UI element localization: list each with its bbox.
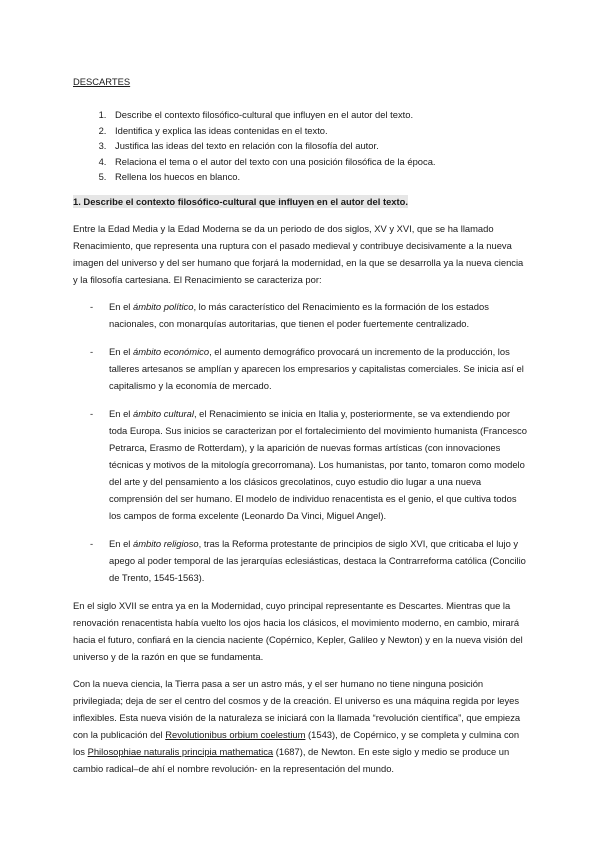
- dash-marker: -: [90, 345, 94, 357]
- item-lead: En el: [109, 300, 133, 312]
- item-term: ámbito cultural: [132, 407, 194, 419]
- list-item: [73, 405, 528, 524]
- dash-marker: -: [90, 537, 94, 549]
- question-item: 1. Describe el contexto filosófico-cultural que influyen en el autor del texto.: [109, 107, 528, 123]
- list-item: [73, 298, 528, 332]
- list-item: [73, 535, 528, 586]
- section-heading: 1. Describe el contexto filosófico-cultural que influyen en el autor del texto.: [73, 195, 408, 207]
- science-text-3: (1687), de Newton. En este siglo y medio se produce un cambio radical–de ahí el nombre revolución- en la representación del mundo.: [73, 745, 510, 774]
- item-text: , el aumento demográfico provocará un incremento de la producción, los talleres artesanos se amplían y aparecen los empresarios y capitalistas comerciales. Se inicia así el capitalismo y la economía de mercado.: [109, 345, 524, 391]
- question-item: 4. Relaciona el tema o el autor del texto con una posición filosófica de la época.: [109, 154, 528, 170]
- item-term: ámbito religioso: [132, 537, 199, 549]
- list-item: [73, 343, 528, 394]
- document-title: DESCARTES: [73, 76, 131, 87]
- book-title-revolutionibus: Revolutionibus orbium coelestium: [165, 728, 306, 740]
- item-text: , lo más característico del Renacimiento es la formación de los estados nacionales, con monarquías autoritarias, que tienen el poder fuertemente centralizado.: [109, 300, 489, 329]
- dash-marker: -: [90, 300, 94, 312]
- section-heading-wrap: [73, 193, 528, 210]
- document-body: [73, 73, 528, 787]
- item-lead: En el: [109, 537, 133, 549]
- question-item: 5. Rellena los huecos en blanco.: [109, 169, 528, 185]
- question-item: 3. Justifica las ideas del texto en relación con la filosofía del autor.: [109, 138, 528, 154]
- item-lead: En el: [109, 407, 133, 419]
- item-term: ámbito político: [132, 300, 194, 312]
- item-text: , el Renacimiento se inicia en Italia y, posteriormente, se va extendiendo por toda Europa. Sus inicios se caracterizan por el fortalecimiento del movimiento humanista (Francesco Petrarca, Erasmo de Rotterdam), y la aparición de nuevas formas artísticas (con innovaciones técnicas y motivos de la mitología grecorromana). Los humanistas, por tanto, tomaron como modelo del arte y del pensamiento a los clásicos grecolatinos, cuyo estudio dio lugar a una nueva comprensión del ser humano. El modelo de individuo renacentista es el genio, el que cultiva todos los campos de forma excelente (Leonardo Da Vinci, Miguel Angel).: [109, 407, 527, 521]
- book-title-principia: Philosophiae naturalis principia mathematica: [87, 745, 274, 757]
- science-paragraph: [73, 675, 528, 777]
- question-list: [73, 107, 528, 185]
- dash-marker: -: [90, 407, 94, 419]
- item-text: , tras la Reforma protestante de principios de siglo XVI, que criticaba el lujo y apego al poder temporal de las jerarquías eclesiásticas, destaca la Contrarreforma católica (Concilio de Trento, 1545-1563).: [109, 537, 526, 583]
- modernity-paragraph: En el siglo XVII se entra ya en la Modernidad, cuyo principal representante es Descartes. Mientras que la renovación renacentista había vuelto los ojos hacia los clásicos, el movimiento moderno, en cambio, mirará hacia el futuro, confiará en la ciencia naciente (Copérnico, Kepler, Galileo y Newton) y en la nueva visión del universo y de la razón en que se fundamenta.: [73, 599, 523, 662]
- intro-paragraph: Entre la Edad Media y la Edad Moderna se da un periodo de dos siglos, XV y XVI, que se ha llamado Renacimiento, que representa una ruptura con el pasado medieval y contribuye decisivamente a la nueva imagen del universo y del ser humano que forjará la modernidad, en la que se desarrolla ya la nueva ciencia y la filosofía cartesiana. El Renacimiento se caracteriza por:: [73, 222, 524, 285]
- renaissance-list: [73, 298, 528, 586]
- science-text-2: (1543), de Copérnico, y se completa y culmina con los: [73, 728, 520, 757]
- item-term: ámbito económico: [132, 345, 210, 357]
- question-item: 2. Identifica y explica las ideas contenidas en el texto.: [109, 123, 528, 139]
- science-text-1: Con la nueva ciencia, la Tierra pasa a ser un astro más, y el ser humano no tiene ninguna posición privilegiada; deja de ser el centro del cosmos y de la creación. El universo es una máquina regida por leyes inflexibles. Esta nueva visión de la naturaleza se iniciará con la llamada “revolución científica”, que empieza con la publicación del: [73, 677, 521, 740]
- item-lead: En el: [109, 345, 133, 357]
